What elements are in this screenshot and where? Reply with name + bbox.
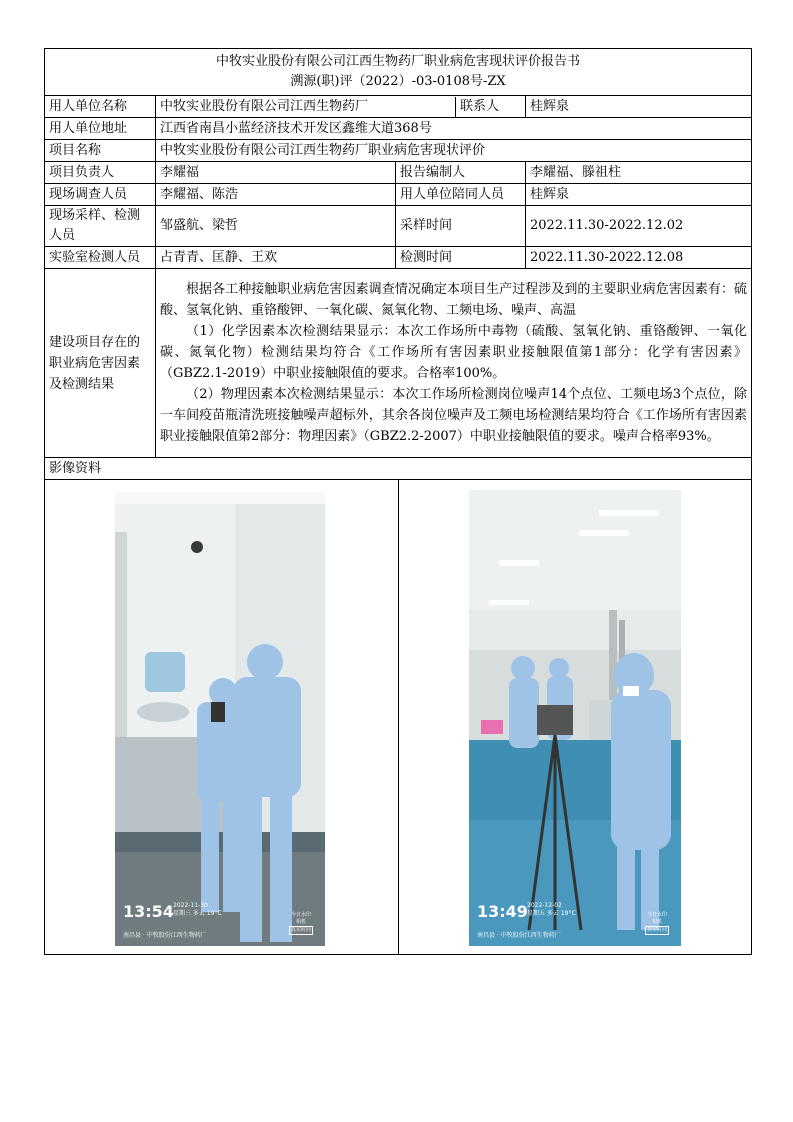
photo-1-logo [289,912,313,935]
project-value: 中牧实业股份有限公司江西生物药厂职业病危害现状评价 [156,140,752,162]
photo-2-logo [645,912,669,935]
author-label: 报告编制人 [396,162,526,184]
employer-label: 用人单位名称 [45,96,156,118]
photo-2-meta [527,902,576,918]
survey-value: 李耀福、陈浩 [156,184,396,206]
report-number: 溯源(职)评（2022）-03-0108号-ZX [290,74,506,89]
lab-value: 占青青、匡静、王欢 [156,247,396,269]
test-time-value: 2022.11.30-2022.12.08 [526,247,752,269]
photo-2-logo-line3: 真实时间 [647,927,668,933]
photo-2-image [469,490,681,946]
survey-label: 现场调查人员 [45,184,156,206]
report-table [44,48,752,955]
photo-1-location: 南昌县 · 中牧股份江西生物药厂 [123,932,207,939]
photo-1-image [115,492,325,946]
photo-1-weather: 星期三 多云 19°C [173,910,222,917]
address-value: 江西省南昌小蓝经济技术开发区鑫维大道368号 [156,118,752,140]
hazard-row [45,269,752,458]
report-sheet [44,48,751,955]
photo-1-logo-line1: 今日水印 [291,912,312,918]
photo-2-location: 南昌县 · 中牧股份江西生物药厂 [477,932,561,939]
image-label: 影像资料 [45,458,752,480]
sampling-time-label: 采样时间 [396,206,526,247]
photo-2-logo-line2: 相机 [652,919,663,925]
hazard-paragraph-3: （2）物理因素本次检测结果显示：本次工作场所检测岗位噪声14个点位、工频电场3个点位，除一车间疫苗瓶清洗班接触噪声超标外，其余各岗位噪声及工频电场检测结果均符合《工作场所有害因素职业接触限值第2部分：物理因素》（GBZ2.2-2007）中职业接触限值的要求。噪声合格率93%。 [160,387,748,444]
report-title [45,49,752,96]
photo-2-logo-line1: 今日水印 [647,912,668,918]
hazard-paragraph-2: （1）化学因素本次检测结果显示：本次工作场所中毒物（硫酸、氢氧化钠、重铬酸钾、一氧化碳、氮氧化物）检测结果均符合《工作场所有害因素职业接触限值第1部分：化学有害因素》（GBZ2.1-2019）中职业接触限值的要求。合格率100%。 [160,324,748,381]
photo-1-meta [173,902,222,918]
employer-value-text: 中牧实业股份有限公司江西生物药厂 [160,98,369,114]
sampling-label: 现场采样、检测人员 [45,206,156,247]
photo-cell [45,480,752,955]
photo-divider [398,480,399,954]
photo-1-time: 13:54 [123,902,174,921]
image-label-row [45,458,752,480]
address-row [45,118,752,140]
leader-label: 项目负责人 [45,162,156,184]
photo-1-logo-line3: 真实时间 [291,927,312,933]
project-label: 项目名称 [45,140,156,162]
sampling-row [45,206,752,247]
photo-2-date: 2022-12-02 [527,902,562,909]
photo-2-weather: 星期五 多云 19°C [527,910,576,917]
lab-row [45,247,752,269]
photo-2 [469,490,681,946]
leader-row [45,162,752,184]
sampling-time-value: 2022.11.30-2022.12.02 [526,206,752,247]
escort-label: 用人单位陪同人员 [396,184,526,206]
photo-1-logo-line2: 相机 [296,919,307,925]
employer-row [45,96,752,118]
photo-2-time: 13:49 [477,902,528,921]
escort-value: 桂辉泉 [526,184,752,206]
address-label: 用人单位地址 [45,118,156,140]
title-row [45,49,752,96]
report-title-main: 中牧实业股份有限公司江西生物药厂职业病危害现状评价报告书 [216,54,581,69]
photo-row [45,480,752,955]
survey-row [45,184,752,206]
employer-value [156,96,526,118]
test-time-label: 检测时间 [396,247,526,269]
contact-label: 联系人 [455,97,525,117]
lab-label: 实验室检测人员 [45,247,156,269]
sampling-value: 邹盛航、梁哲 [156,206,396,247]
author-value: 李耀福、滕祖柱 [526,162,752,184]
hazard-description [156,269,752,458]
contact-value: 桂辉泉 [526,96,752,118]
photo-1-date: 2022-11-30 [173,902,208,909]
project-row [45,140,752,162]
hazard-label: 建设项目存在的职业病危害因素及检测结果 [45,269,156,458]
photo-1 [115,492,325,946]
leader-value: 李耀福 [156,162,396,184]
hazard-paragraph-1: 根据各工种接触职业病危害因素调查情况确定本项目生产过程涉及到的主要职业病危害因素有：硫酸、氢氧化钠、重铬酸钾、一氧化碳、氮氧化物、工频电场、噪声、高温 [160,282,748,318]
